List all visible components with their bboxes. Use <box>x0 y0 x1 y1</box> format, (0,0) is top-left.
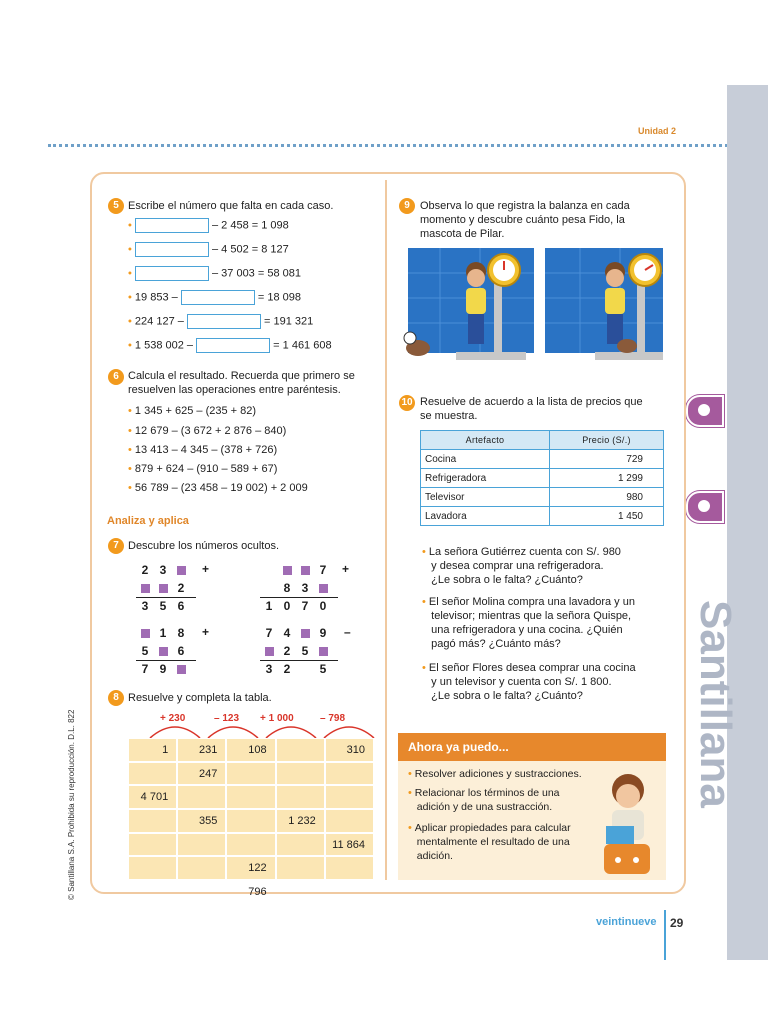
table-cell[interactable] <box>128 762 177 786</box>
hidden-number-op-1: 2 3 + 2 3 5 6 <box>136 562 226 612</box>
table-cell: 247 <box>177 762 226 786</box>
answer-box[interactable] <box>187 314 261 329</box>
table-cell: 11 864 <box>325 833 374 857</box>
op-label-3: + 1 000 <box>260 713 294 724</box>
ex6-item-5: • 56 789 – (23 458 – 19 002) + 2 009 <box>128 482 308 494</box>
header-dotted-rule <box>48 144 728 147</box>
table-cell: 122 796 <box>226 856 275 880</box>
op-label-1: + 230 <box>160 713 186 724</box>
ex6-item-1: • 1 345 + 625 – (235 + 82) <box>128 405 257 417</box>
side-tab-cd[interactable] <box>686 491 724 523</box>
hidden-number-op-3: 1 8 + 5 6 7 9 <box>136 625 226 675</box>
unit-label: Unidad 2 <box>638 126 677 136</box>
table-cell: 4 701 <box>128 785 177 809</box>
completion-table <box>128 738 374 898</box>
table-cell[interactable] <box>177 833 226 857</box>
hidden-digit <box>301 629 310 638</box>
side-tab-book[interactable] <box>686 395 724 427</box>
exercise-6-title-1: Calcula el resultado. Recuerda que primero se <box>128 370 355 382</box>
table-row: Refrigeradora 1 299 <box>421 469 664 488</box>
table-cell[interactable] <box>177 856 226 880</box>
page-number: 29 <box>670 916 684 930</box>
hidden-digit <box>265 647 274 656</box>
table-cell[interactable] <box>177 785 226 809</box>
section-heading: Analiza y aplica <box>107 515 189 527</box>
table-cell: 1 232 <box>276 809 325 833</box>
hidden-digit <box>301 566 310 575</box>
right-sidebar <box>727 85 768 960</box>
cd-icon <box>696 498 712 514</box>
hidden-digit <box>159 584 168 593</box>
page-number-word: veintinueve <box>596 916 657 928</box>
hidden-number-op-2: 7 + 8 3 1 0 7 0 <box>260 562 370 612</box>
ex5-item-1: • – 2 458 = 1 098 <box>128 219 289 232</box>
price-table <box>420 430 664 526</box>
ex5-item-3: • – 37 003 = 58 081 <box>128 267 301 280</box>
table-cell[interactable] <box>226 762 275 786</box>
table-cell[interactable] <box>226 809 275 833</box>
exercise-8-title: Resuelve y completa la tabla. <box>128 692 272 704</box>
exercise-10-number: 10 <box>399 395 415 411</box>
book-icon <box>696 402 712 418</box>
table-cell: 355 <box>177 809 226 833</box>
table-cell: 108 <box>226 738 275 762</box>
ex5-item-5: • 224 127 – = 191 321 <box>128 315 314 328</box>
hidden-digit <box>159 647 168 656</box>
exercise-9-line-2: momento y descubre cuánto pesa Fido, la <box>420 214 625 226</box>
ex6-item-4: • 879 + 624 – (910 – 589 + 67) <box>128 463 278 475</box>
table-cell[interactable] <box>325 762 374 786</box>
table-row: Cocina 729 <box>421 450 664 469</box>
ex5-item-4: • 19 853 – = 18 098 <box>128 291 301 304</box>
ahora-title: Ahora ya puedo... <box>408 740 509 754</box>
exercise-7-title: Descubre los números ocultos. <box>128 540 280 552</box>
table-cell[interactable] <box>128 809 177 833</box>
ex6-item-2: • 12 679 – (3 672 + 2 876 – 840) <box>128 425 287 437</box>
price-table-header: Precio (S/.) <box>550 431 664 450</box>
question-1: • La señora Gutiérrez cuenta con S/. 980 y desea comprar una refrigeradora. ¿Le sobra o le falta? ¿Cuánto? <box>422 546 621 586</box>
table-cell[interactable] <box>276 856 325 880</box>
hidden-digit <box>283 566 292 575</box>
ex6-item-3: • 13 413 – 4 345 – (378 + 726) <box>128 444 278 456</box>
copyright-notice: © Santillana S.A. Prohibida su reproducción. D.L. 822 <box>67 709 76 900</box>
price-table-header: Artefacto <box>421 431 550 450</box>
exercise-10-line-2: se muestra. <box>420 410 478 422</box>
exercise-9-line-3: mascota de Pilar. <box>420 228 505 240</box>
op-label-4: – 798 <box>320 713 346 724</box>
table-cell[interactable] <box>128 856 177 880</box>
table-row: Televisor 980 <box>421 488 664 507</box>
footer-divider <box>664 910 666 960</box>
hidden-digit <box>141 629 150 638</box>
ahora-item-2: • Relacionar los términos de una adición y de una sustracción. <box>408 787 560 813</box>
ex5-item-2: • – 4 502 = 8 127 <box>128 243 289 256</box>
table-cell: 231 <box>177 738 226 762</box>
scale-girl-with-dog-illustration <box>545 248 665 366</box>
table-cell[interactable] <box>325 809 374 833</box>
table-cell: 1 <box>128 738 177 762</box>
exercise-9-number: 9 <box>399 198 415 214</box>
op-label-2: – 123 <box>214 713 240 724</box>
table-cell[interactable] <box>226 785 275 809</box>
exercise-9-line-1: Observa lo que registra la balanza en cada <box>420 200 630 212</box>
ex5-item-6: • 1 538 002 – = 1 461 608 <box>128 339 332 352</box>
hidden-digit <box>141 584 150 593</box>
girl-reading-illustration <box>592 766 664 878</box>
hidden-digit <box>319 584 328 593</box>
answer-box[interactable] <box>135 242 209 257</box>
table-cell[interactable] <box>276 738 325 762</box>
exercise-10-line-1: Resuelve de acuerdo a la lista de precios que <box>420 396 643 408</box>
answer-box[interactable] <box>135 218 209 233</box>
ahora-item-3: • Aplicar propiedades para calcular mentalmente el resultado de una adición. <box>408 822 571 862</box>
exercise-5-title: Escribe el número que falta en cada caso. <box>128 200 334 212</box>
exercise-5-number: 5 <box>108 198 124 214</box>
exercise-6-title-2: resuelven las operaciones entre paréntesis. <box>128 384 341 396</box>
table-cell[interactable] <box>325 785 374 809</box>
exercise-7-number: 7 <box>108 538 124 554</box>
hidden-digit <box>177 566 186 575</box>
exercise-8-number: 8 <box>108 690 124 706</box>
exercise-6-number: 6 <box>108 369 124 385</box>
answer-box[interactable] <box>181 290 255 305</box>
hidden-number-op-4: 7 4 9 – 2 5 3 2 5 <box>260 625 370 675</box>
table-cell[interactable] <box>128 833 177 857</box>
question-2: • El señor Molina compra una lavadora y un televisor; mientras que la señora Quispe, una refrigeradora y una cocina. ¿Quién pagó más? ¿Cuánto más? <box>422 596 635 650</box>
column-divider <box>385 180 387 880</box>
hidden-digit <box>319 647 328 656</box>
table-cell[interactable] <box>325 856 374 880</box>
scale-girl-illustration <box>400 248 536 366</box>
ahora-item-1: • Resolver adiciones y sustracciones. <box>408 768 582 780</box>
hidden-digit <box>177 665 186 674</box>
table-cell[interactable] <box>276 833 325 857</box>
side-watermark: Santillana <box>691 600 740 808</box>
table-cell[interactable] <box>276 762 325 786</box>
answer-box[interactable] <box>196 338 270 353</box>
table-row: Lavadora 1 450 <box>421 507 664 526</box>
answer-box[interactable] <box>135 266 209 281</box>
table-cell[interactable] <box>276 785 325 809</box>
table-cell[interactable] <box>226 833 275 857</box>
table-cell: 310 <box>325 738 374 762</box>
question-3: • El señor Flores desea comprar una cocina y un televisor y cuenta con S/. 1 800. ¿Le sobra o le falta? ¿Cuánto? <box>422 662 636 702</box>
